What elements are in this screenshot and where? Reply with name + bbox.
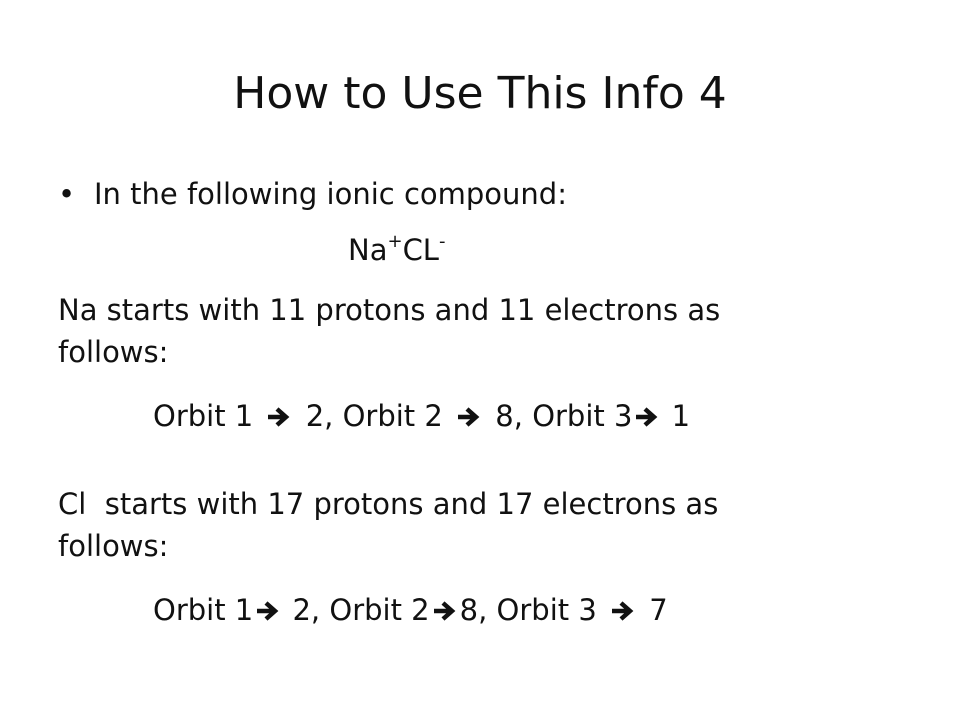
slide-title: How to Use This Info 4	[233, 68, 727, 119]
right-arrow-icon	[266, 406, 292, 428]
sodium-charge: +	[387, 231, 403, 252]
right-arrow-icon	[432, 600, 458, 622]
sodium-description-line-2: follows:	[58, 335, 169, 369]
chlorine-orbit-1-value: 2,	[292, 593, 330, 627]
sodium-symbol: Na	[348, 233, 388, 267]
chlorine-orbit-2-label: Orbit 2	[329, 593, 430, 627]
sodium-orbit-1-label: Orbit 1	[153, 399, 254, 433]
chlorine-symbol: CL	[402, 233, 439, 267]
chlorine-orbit-1-label: Orbit 1	[153, 593, 254, 627]
chlorine-orbit-2-value: 8,	[459, 593, 497, 627]
sodium-orbit-list	[153, 398, 690, 434]
sodium-orbit-3-label: Orbit 3	[532, 399, 633, 433]
right-arrow-icon	[610, 600, 636, 622]
right-arrow-icon	[456, 406, 482, 428]
intro-text: In the following ionic compound:	[94, 177, 567, 211]
sodium-description-line-1: Na starts with 11 protons and 11 electrons as	[58, 293, 721, 327]
chlorine-orbit-list	[153, 592, 668, 628]
right-arrow-icon	[634, 406, 660, 428]
chlorine-orbit-3-label: Orbit 3	[496, 593, 597, 627]
chlorine-orbit-3-value: 7	[649, 593, 668, 627]
sodium-orbit-1-value: 2,	[305, 399, 343, 433]
right-arrow-icon	[255, 600, 281, 622]
chlorine-description-line-1: Cl starts with 17 protons and 17 electrons as	[58, 487, 719, 521]
chlorine-description-line-2: follows:	[58, 529, 169, 563]
ionic-formula	[348, 232, 445, 268]
bullet-marker: •	[58, 177, 76, 211]
sodium-orbit-2-value: 8,	[495, 399, 533, 433]
sodium-orbit-2-label: Orbit 2	[342, 399, 443, 433]
sodium-orbit-3-value: 1	[671, 399, 691, 433]
chlorine-charge: -	[438, 231, 446, 252]
